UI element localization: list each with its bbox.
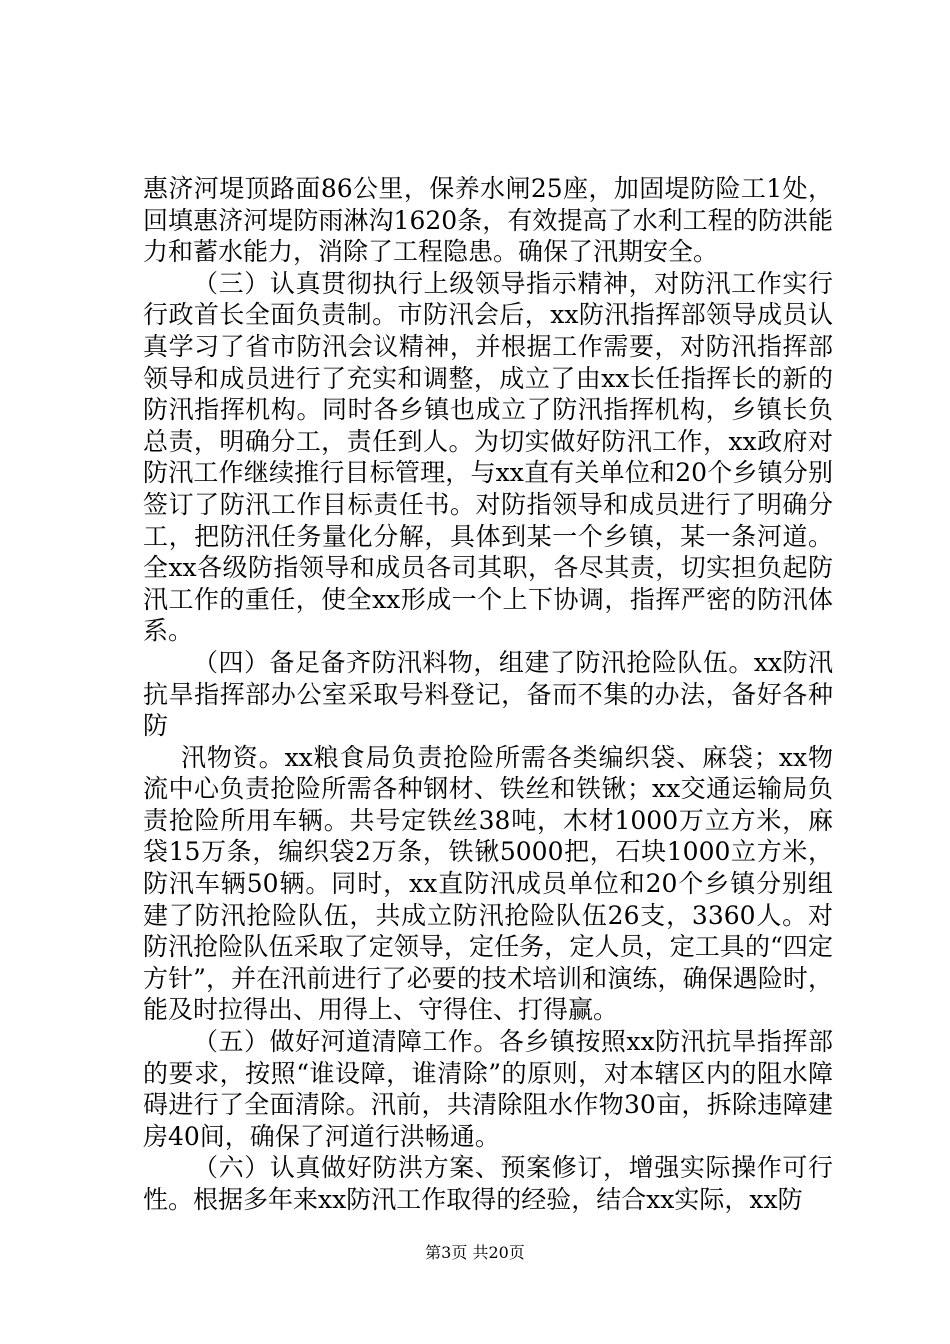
paragraph-section-5: （五）做好河道清障工作。各乡镇按照xx防汛抗旱指挥部的要求，按照“谁设障，谁清除”的原则，对本辖区内的阻水障碍进行了全面清除。汛前，共清除阻水作物30亩，拆除违障建房40间，确保了河道行洪畅通。 [143, 1027, 833, 1151]
paragraph-continued: 惠济河堤顶路面86公里，保养水闸25座，加固堤防险工1处，回填惠济河堤防雨淋沟1620条，有效提高了水利工程的防洪能力和蓄水能力，消除了工程隐患。确保了汛期安全。 [143, 174, 833, 267]
paragraph-section-4-continued: 汛物资。xx粮食局负责抢险所需各类编织袋、麻袋；xx物流中心负责抢险所需各种钢材、铁丝和铁锹；xx交通运输局负责抢险所用车辆。共号定铁丝38吨，木材1000万立方米，麻袋15万条，编织袋2万条，铁锹5000把，石块1000立方米，防汛车辆50辆。同时，xx直防汛成员单位和20个乡镇分别组建了防汛抢险队伍，共成立防汛抢险队伍26支，3360人。对防汛抢险队伍采取了定领导，定任务，定人员，定工具的“四定方针”，并在汛前进行了必要的技术培训和演练，确保遇险时，能及时拉得出、用得上、守得住、打得赢。 [143, 742, 833, 1025]
page-number-footer: 第3页 共20页 [425, 1243, 525, 1262]
paragraph-section-6: （六）认真做好防洪方案、预案修订，增强实际操作可行性。根据多年来xx防汛工作取得的经验，结合xx实际，xx防 [143, 1153, 833, 1214]
document-body [143, 173, 833, 1216]
paragraph-section-3: （三）认真贯彻执行上级领导指示精神，对防汛工作实行行政首长全面负责制。市防汛会后，xx防汛指挥部领导成员认真学习了省市防汛会议精神，并根据工作需要，对防汛指挥部领导和成员进行了充实和调整，成立了由xx长任指挥长的新的防汛指挥机构。同时各乡镇也成立了防汛指挥机构，乡镇长负总责，明确分工，责任到人。为切实做好防汛工作，xx政府对防汛工作继续推行目标管理，与xx直有关单位和20个乡镇分别签订了防汛工作目标责任书。对防指领导和成员进行了明确分工，把防汛任务量化分解，具体到某一个乡镇，某一条河道。全xx各级防指领导和成员各司其职，各尽其责，切实担负起防汛工作的重任，使全xx形成一个上下协调，指挥严密的防汛体系。 [143, 268, 833, 646]
paragraph-section-4: （四）备足备齐防汛料物，组建了防汛抢险队伍。xx防汛抗旱指挥部办公室采取号料登记，备而不集的办法，备好各种防 [143, 647, 833, 741]
